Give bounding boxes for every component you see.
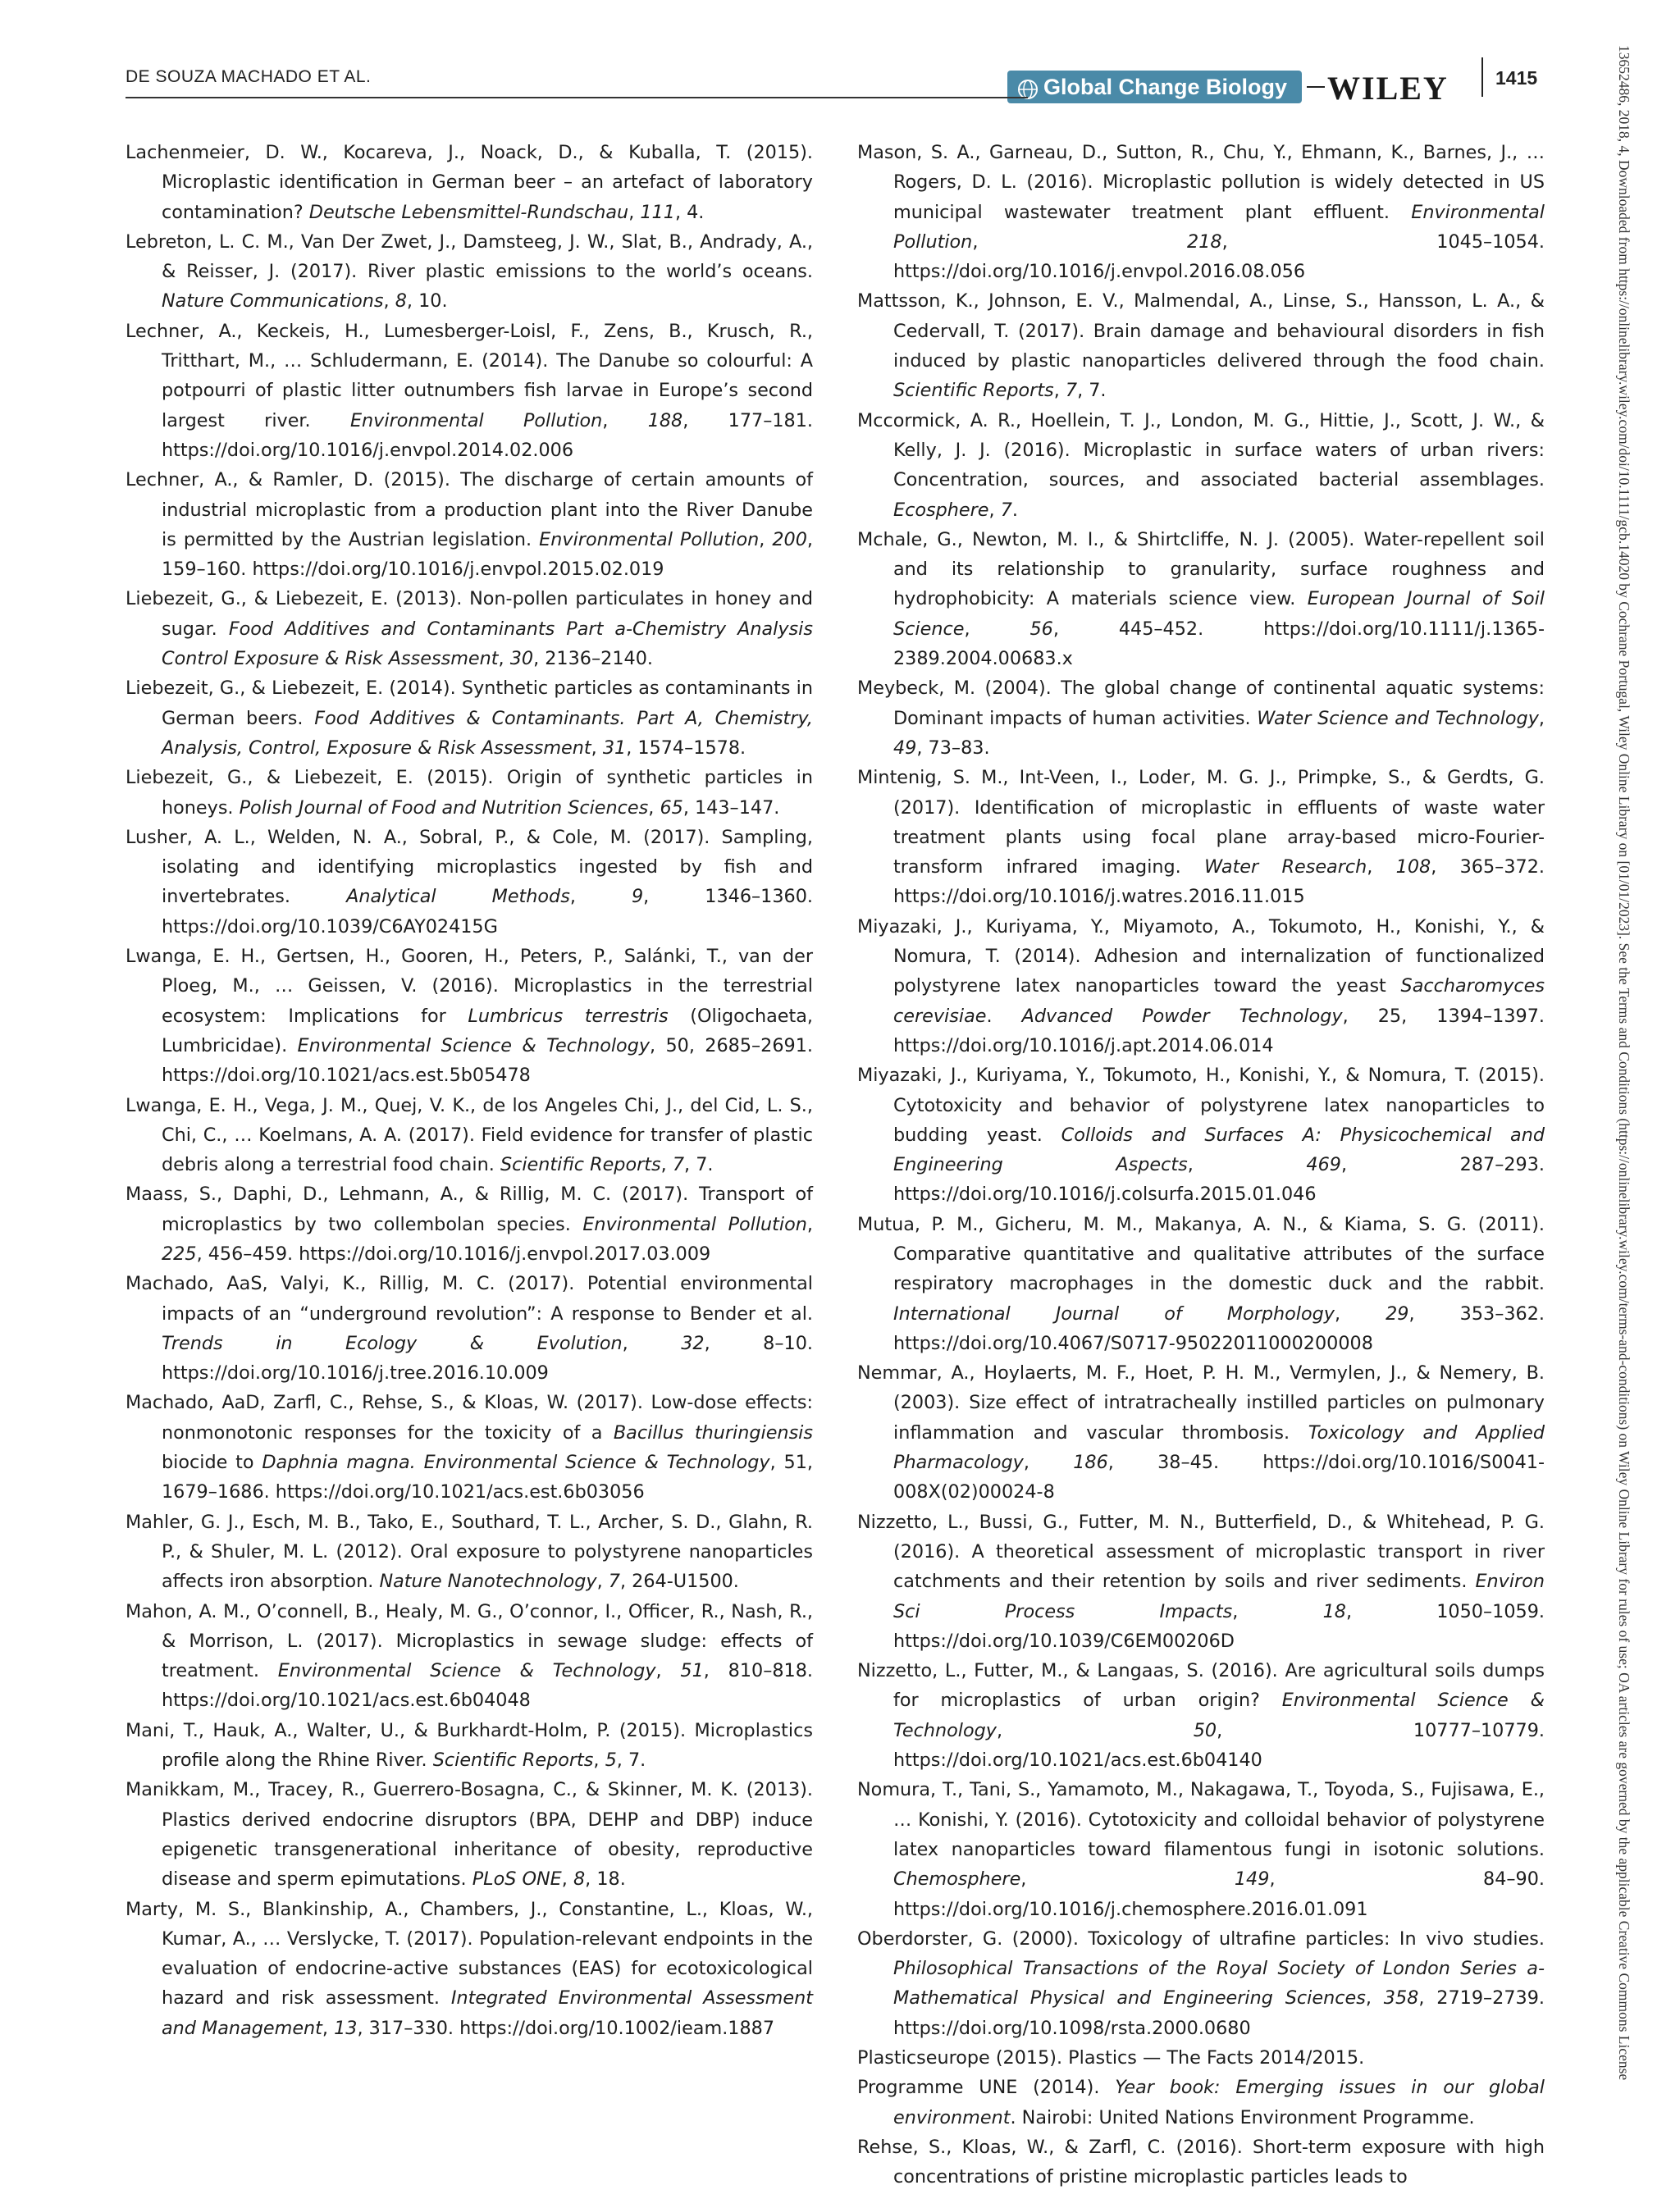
- reference-volume: 149: [1234, 1868, 1270, 1891]
- reference-entry: [126, 823, 813, 942]
- page-header: [126, 57, 1553, 110]
- reference-pre: Miyazaki, J., Kuriyama, Y., Tokumoto, H., Konishi, Y., & Nomura, T. (2015). Cytotoxicity and behavior of polystyrene latex nanoparticles to budding yeast.: [857, 1065, 1545, 1146]
- reference-volume: 469: [1306, 1154, 1341, 1176]
- reference-mid: .: [986, 1005, 1022, 1027]
- reference-post: , 50, 2685–2691. https://doi.org/10.1021/acs.est.5b05478: [162, 1034, 814, 1087]
- journal-name: Global Change Biology: [1043, 75, 1288, 99]
- header-divider: [1481, 57, 1483, 97]
- reference-pre: Manikkam, M., Tracey, R., Guerrero-Bosagna, C., & Skinner, M. K. (2013). Plastics derived endocrine disruptors (BPA, DEHP and DBP) induce epigenetic transgenerational inheritance of obesity, reproductive disease and sperm epimutations.: [126, 1779, 813, 1891]
- reference-volume: 50: [1193, 1719, 1217, 1741]
- reference-pre: Marty, M. S., Blankinship, A., Chambers, J., Constantine, L., Kloas, W., Kumar, A., … Verslycke, T. (2017). Population-relevant endpoints in the evaluation of endocrine-active substances (EAS) for ecotoxicological hazard and risk assessment.: [126, 1898, 813, 2010]
- reference-volume: 31: [602, 737, 627, 759]
- reference-pre: Lechner, A., Keckeis, H., Lumesberger-Loisl, F., Zens, B., Krusch, R., Tritthart, M., … Schludermann, E. (2014). The Danube so colourful: A potpourri of plastic litter outnumbers fish larvae in Europe’s second largest river.: [126, 320, 813, 431]
- reference-post: , 365–372. https://doi.org/10.1016/j.watres.2016.11.015: [893, 856, 1545, 908]
- reference-post: , 10.: [406, 290, 448, 312]
- reference-volume: 51: [680, 1660, 704, 1682]
- reference-entry: [126, 1179, 813, 1269]
- reference-pre: Nomura, T., Tani, S., Yamamoto, M., Nakagawa, T., Toyoda, S., Fujisawa, E., … Konishi, Y. (2016). Cytotoxicity and colloidal behavior of polystyrene latex nanoparticles toward filamentous fungi in isotonic solutions.: [857, 1779, 1545, 1860]
- reference-pre: Lwanga, E. H., Vega, J. M., Quej, V. K., de los Angeles Chi, J., del Cid, L. S., Chi, C., … Koelmans, A. A. (2017). Field evidence for transfer of plastic debris along a terrestrial food chain.: [126, 1094, 813, 1176]
- reference-pre: Meybeck, M. (2004). The global change of continental aquatic systems: Dominant impacts of human activities.: [857, 677, 1545, 729]
- reference-mid: ,: [1367, 856, 1396, 878]
- reference-entry: [857, 1656, 1545, 1775]
- reference-entry: [857, 525, 1545, 673]
- reference-mid: (Oligochaeta, Lumbricidae).: [162, 1005, 814, 1056]
- reference-post: , 143–147.: [682, 796, 780, 819]
- reference-volume: 358: [1383, 1987, 1419, 2010]
- reference-post: , 1346–1360. https://doi.org/10.1039/C6AY02415G: [162, 886, 814, 937]
- reference-entry: [126, 1775, 813, 1894]
- reference-journal: Environmental Science & Technology: [277, 1660, 656, 1682]
- reference-mid: ,: [596, 1571, 609, 1593]
- reference-entry: [857, 406, 1545, 525]
- reference-entry: [126, 1388, 813, 1507]
- reference-volume: 49: [893, 737, 917, 759]
- running-head: DE SOUZA MACHADO ET AL.: [126, 67, 372, 86]
- reference-post: , 8–10. https://doi.org/10.1016/j.tree.2016.10.009: [162, 1332, 813, 1385]
- reference-mid: ,: [591, 737, 603, 759]
- reference-pre: Lebreton, L. C. M., Van Der Zwet, J., Damsteeg, J. W., Slat, B., Andrady, A., & Reisser, J. (2017). River plastic emissions to the world’s oceans.: [126, 230, 813, 283]
- reference-volume: 56: [1029, 618, 1053, 640]
- reference-pre: Mintenig, S. M., Int-Veen, I., Loder, M. G. J., Primpke, S., & Gerdts, G. (2017). Identification of microplastic in effluents of waste water treatment plants using focal plane array-based micro-Fourier-transform infrared imaging.: [857, 767, 1545, 878]
- reference-journal: International Journal of Morphology: [893, 1302, 1335, 1325]
- reference-entry: [857, 1358, 1545, 1507]
- reference-entry: [126, 1597, 813, 1716]
- reference-post: , 2719–2739. https://doi.org/10.1098/rsta.2000.0680: [893, 1987, 1545, 2039]
- reference-mid: ,: [322, 2017, 335, 2039]
- reference-pre: Liebezeit, G., & Liebezeit, E. (2015). Origin of synthetic particles in honeys.: [126, 767, 813, 819]
- reference-post: .: [1011, 499, 1018, 521]
- reference-journal: Food Additives & Contaminants. Part A, Chemistry, Analysis, Control, Exposure & Risk Assessment: [162, 707, 813, 759]
- reference-post: , 1574–1578.: [626, 737, 746, 759]
- reference-post: , 1050–1059. https://doi.org/10.1039/C6EM00206D: [893, 1600, 1545, 1652]
- reference-volume: 7: [1065, 380, 1078, 402]
- reference-entry: [126, 1269, 813, 1388]
- reference-pre: Lwanga, E. H., Gertsen, H., Gooren, H., Peters, P., Salánki, T., van der Ploeg, M., … Geissen, V. (2016). Microplastics in the terrestrial ecosystem: Implications for: [126, 946, 813, 1027]
- reference-journal: Environmental Pollution: [893, 201, 1545, 253]
- reference-entry: [126, 465, 813, 584]
- reference-post: , 4.: [674, 201, 705, 223]
- reference-entry: [857, 1924, 1545, 2043]
- download-side-note: 13652486, 2018, 4, Downloaded from https://onlinelibrary.wiley.com/doi/10.1111/gcb.14020 by Cochrane Portugal, Wiley Online Library on [01/01/2023]. See the Terms and Conditions (https://onlinelibrary.wiley.com/terms-and-conditions) on Wiley Online Library for rules of use; OA articles are governed by the applicable Creative Commons License: [1616, 45, 1632, 2081]
- reference-journal: Scientific Reports: [432, 1750, 594, 1772]
- reference-mid: . Nairobi: United Nations Environment Programme.: [1010, 2106, 1475, 2128]
- reference-mid: ,: [759, 528, 773, 550]
- reference-volume: 186: [1073, 1452, 1108, 1474]
- reference-journal: Philosophical Transactions of the Royal Society of London Series a-Mathematical Physical and Engineering Sciences: [893, 1958, 1545, 2010]
- reference-journal: Food Additives and Contaminants Part a-Chemistry Analysis Control Exposure & Risk Assessment: [162, 618, 813, 670]
- reference-volume: Advanced Powder Technology: [1021, 1005, 1343, 1027]
- reference-pre: Programme UNE (2014).: [857, 2077, 1116, 2099]
- reference-pre: Liebezeit, G., & Liebezeit, E. (2013). Non-pollen particulates in honey and sugar.: [126, 588, 813, 640]
- journal-badge[interactable]: [1007, 71, 1302, 103]
- reference-post: , 810–818. https://doi.org/10.1021/acs.est.6b04048: [162, 1660, 814, 1712]
- reference-journal: Polish Journal of Food and Nutrition Sciences: [239, 796, 649, 819]
- reference-entry: [126, 673, 813, 763]
- reference-volume: 7: [608, 1571, 620, 1593]
- reference-volume: Daphnia magna. Environmental Science & Technology: [262, 1452, 770, 1474]
- reference-volume: 65: [660, 796, 683, 819]
- reference-journal: Water Science and Technology: [1257, 707, 1539, 729]
- reference-volume: 9: [631, 886, 644, 908]
- reference-mid: ,: [602, 409, 648, 431]
- reference-entry: [126, 763, 813, 823]
- reference-post: , 7.: [1077, 380, 1107, 402]
- reference-mid: ,: [1538, 707, 1545, 729]
- reference-post: , 177–181. https://doi.org/10.1016/j.envpol.2014.02.006: [162, 409, 813, 461]
- page-number: 1415: [1495, 67, 1538, 89]
- reference-pre: Rehse, S., Kloas, W., & Zarfl, C. (2016). Short-term exposure with high concentrations of pristine microplastic particles leads to: [857, 2136, 1545, 2188]
- reference-journal: Chemosphere: [893, 1868, 1021, 1891]
- reference-mid: ,: [1232, 1600, 1323, 1622]
- reference-post: , 1045–1054. https://doi.org/10.1016/j.envpol.2016.08.056: [893, 230, 1545, 283]
- reference-entry: [126, 942, 813, 1090]
- reference-pre: Maass, S., Daphi, D., Lehmann, A., & Rillig, M. C. (2017). Transport of microplastics by two collembolan species.: [126, 1184, 813, 1235]
- reference-entry: [857, 1508, 1545, 1656]
- reference-post: , 25, 1394–1397. https://doi.org/10.1016/j.apt.2014.06.014: [893, 1005, 1545, 1056]
- reference-volume: 111: [640, 201, 675, 223]
- reference-entry: [857, 286, 1545, 405]
- reference-entry: [126, 1508, 813, 1597]
- reference-entry: [126, 1895, 813, 2043]
- reference-mid: ,: [988, 499, 1001, 521]
- reference-mid: ,: [648, 796, 660, 819]
- reference-journal: Colloids and Surfaces A: Physicochemical and Engineering Aspects: [893, 1124, 1545, 1176]
- reference-pre: Lachenmeier, D. W., Kocareva, J., Noack, D., & Kuballa, T. (2015). Microplastic identification in German beer – an artefact of laboratory contamination?: [126, 142, 813, 223]
- references-left-column: [126, 138, 813, 2043]
- reference-mid: ,: [972, 230, 1188, 253]
- reference-journal: Analytical Methods: [346, 886, 570, 908]
- reference-post: , 445–452. https://doi.org/10.1111/j.1365-2389.2004.00683.x: [893, 618, 1545, 670]
- reference-volume: 225: [162, 1243, 197, 1265]
- reference-post: , 353–362. https://doi.org/10.4067/S0717-95022011000200008: [893, 1302, 1545, 1354]
- reference-mid: ,: [1020, 1868, 1235, 1891]
- reference-journal: Environmental Pollution: [582, 1213, 807, 1235]
- reference-pre: Mahon, A. M., O’connell, B., Healy, M. G., O’connor, I., Officer, R., Nash, R., & Morrison, L. (2017). Microplastics in sewage sludge: effects of treatment.: [126, 1600, 813, 1682]
- reference-volume: 218: [1187, 230, 1222, 253]
- reference-journal: Scientific Reports: [500, 1154, 661, 1176]
- reference-pre: Mani, T., Hauk, A., Walter, U., & Burkhardt-Holm, P. (2015). Microplastics profile along the Rhine River.: [126, 1719, 813, 1772]
- reference-pre: Nizzetto, L., Bussi, G., Futter, M. N., Butterfield, D., & Whitehead, P. G. (2016). A theoretical assessment of microplastic transport in river catchments and their retention by soils and river sediments.: [857, 1511, 1545, 1593]
- reference-pre: Mchale, G., Newton, M. I., & Shirtcliffe, N. J. (2005). Water-repellent soil and its relationship to granularity, surface roughness and hydrophobicity: A materials science view.: [857, 528, 1545, 610]
- reference-journal: Bacillus thuringiensis: [613, 1421, 813, 1444]
- header-dash: [1307, 86, 1325, 88]
- reference-mid: ,: [593, 1750, 605, 1772]
- reference-entry: [857, 138, 1545, 286]
- reference-entry: [126, 138, 813, 227]
- reference-volume: 108: [1395, 856, 1431, 878]
- reference-journal: Scientific Reports: [893, 380, 1054, 402]
- reference-mid: ,: [806, 1213, 813, 1235]
- reference-entry: [857, 1061, 1545, 1209]
- reference-journal: Saccharomyces cerevisiae: [893, 975, 1545, 1027]
- reference-mid: ,: [660, 1154, 673, 1176]
- reference-journal: Nature Nanotechnology: [379, 1571, 597, 1593]
- reference-entry: [126, 1091, 813, 1180]
- reference-entry: [126, 1716, 813, 1776]
- reference-mid: ,: [1053, 380, 1066, 402]
- reference-entry: [857, 763, 1545, 911]
- reference-post: , 38–45. https://doi.org/10.1016/S0041-008X(02)00024-8: [893, 1452, 1545, 1503]
- reference-pre: Nizzetto, L., Futter, M., & Langaas, S. (2016). Are agricultural soils dumps for microplastics of urban origin?: [857, 1660, 1545, 1712]
- reference-pre: Lechner, A., & Ramler, D. (2015). The discharge of certain amounts of industrial microplastic from a production plant into the River Danube is permitted by the Austrian legislation.: [126, 469, 813, 550]
- reference-volume: 7: [672, 1154, 685, 1176]
- reference-mid: ,: [498, 648, 510, 670]
- reference-mid: ,: [383, 290, 395, 312]
- reference-post: , 264-U1500.: [619, 1571, 739, 1593]
- reference-post: , 159–160. https://doi.org/10.1016/j.envpol.2015.02.019: [162, 528, 813, 581]
- reference-journal: Ecosphere: [893, 499, 989, 521]
- reference-post: , 84–90. https://doi.org/10.1016/j.chemosphere.2016.01.091: [893, 1868, 1545, 1920]
- reference-journal: European Journal of Soil Science: [893, 588, 1545, 640]
- reference-entry: [857, 2133, 1545, 2192]
- reference-pre: Mattsson, K., Johnson, E. V., Malmendal, A., Linse, S., Hansson, L. A., & Cedervall, T. (2017). Brain damage and behavioural disorders in fish induced by plastic nanoparticles delivered through the food chain.: [857, 290, 1545, 372]
- reference-mid: ,: [996, 1719, 1194, 1741]
- reference-volume: 8: [573, 1868, 586, 1891]
- reference-pre: Miyazaki, J., Kuriyama, Y., Miyamoto, A., Tokumoto, H., Konishi, Y., & Nomura, T. (2014). Adhesion and internalization of functionalized polystyrene latex nanoparticles toward the yeast: [857, 915, 1545, 997]
- reference-post: , 7.: [684, 1154, 714, 1176]
- reference-volume: 7: [1000, 499, 1012, 521]
- reference-volume: 32: [681, 1332, 705, 1354]
- reference-volume: 13: [334, 2017, 358, 2039]
- reference-journal: PLoS ONE: [472, 1868, 562, 1891]
- reference-post: , 317–330. https://doi.org/10.1002/ieam.1887: [357, 2017, 775, 2039]
- reference-volume: Environmental Science & Technology: [297, 1034, 651, 1056]
- reference-pre: Mutua, P. M., Gicheru, M. M., Makanya, A. N., & Kiama, S. G. (2011). Comparative quantitative and qualitative attributes of the surface respiratory macrophages in the domestic duck and the rabbit.: [857, 1213, 1545, 1295]
- reference-journal: Environ Sci Process Impacts: [893, 1571, 1545, 1622]
- reference-journal: Environmental Pollution: [349, 409, 603, 431]
- reference-pre: Machado, AaD, Zarfl, C., Rehse, S., & Kloas, W. (2017). Low-dose effects: nonmonotonic responses for the toxicity of a: [126, 1392, 813, 1444]
- header-rule: [126, 97, 1028, 98]
- reference-pre: Mahler, G. J., Esch, M. B., Tako, E., Southard, T. L., Archer, S. D., Glahn, R. P., & Shuler, M. L. (2012). Oral exposure to polystyrene nanoparticles affects iron absorption.: [126, 1511, 813, 1593]
- reference-journal: Trends in Ecology & Evolution: [162, 1332, 623, 1354]
- reference-volume: 200: [772, 528, 807, 550]
- reference-mid: ,: [964, 618, 1030, 640]
- reference-journal: Deutsche Lebensmittel-Rundschau: [308, 201, 629, 223]
- reference-post: , 73–83.: [916, 737, 990, 759]
- reference-entry: [126, 584, 813, 673]
- reference-journal: Environmental Science & Technology: [893, 1690, 1545, 1741]
- globe-icon: [1017, 76, 1039, 98]
- reference-post: , 2136–2140.: [533, 648, 653, 670]
- reference-journal: Toxicology and Applied Pharmacology: [893, 1421, 1545, 1474]
- publisher-logo[interactable]: WILEY: [1327, 70, 1449, 107]
- reference-mid: ,: [1023, 1452, 1074, 1474]
- reference-pre: Nemmar, A., Hoylaerts, M. F., Hoet, P. H. M., Vermylen, J., & Nemery, B. (2003). Size effect of intratracheally instilled particles on pulmonary inflammation and vascular thrombosis.: [857, 1362, 1545, 1444]
- reference-mid: ,: [1187, 1154, 1307, 1176]
- reference-entry: [857, 1775, 1545, 1923]
- reference-post: , 456–459. https://doi.org/10.1016/j.envpol.2017.03.009: [196, 1243, 711, 1265]
- reference-mid: ,: [622, 1332, 682, 1354]
- reference-post: , 7.: [616, 1750, 646, 1772]
- reference-mid: ,: [1365, 1987, 1384, 2010]
- reference-entry: [126, 227, 813, 317]
- reference-journal: Year book: Emerging issues in our global environment: [893, 2077, 1545, 2128]
- reference-entry: [857, 1210, 1545, 1358]
- reference-entry: [857, 2073, 1545, 2133]
- reference-volume: 188: [647, 409, 683, 431]
- reference-volume: 8: [395, 290, 407, 312]
- reference-mid: ,: [655, 1660, 681, 1682]
- reference-journal: Environmental Pollution: [539, 528, 760, 550]
- reference-pre: Liebezeit, G., & Liebezeit, E. (2014). Synthetic particles as contaminants in German beers.: [126, 677, 813, 729]
- reference-journal: Lumbricus terrestris: [468, 1005, 669, 1027]
- reference-mid: ,: [1334, 1302, 1386, 1325]
- reference-pre: Plasticseurope (2015). Plastics — The Facts 2014/2015.: [857, 2047, 1365, 2069]
- reference-mid: ,: [628, 201, 641, 223]
- reference-volume: 29: [1386, 1302, 1409, 1325]
- reference-mid: ,: [561, 1868, 573, 1891]
- reference-pre: Oberdorster, G. (2000). Toxicology of ultrafine particles: In vivo studies.: [857, 1927, 1545, 1950]
- reference-post: , 18.: [585, 1868, 626, 1891]
- reference-journal: Nature Communications: [162, 290, 384, 312]
- reference-post: , 51, 1679–1686. https://doi.org/10.1021/acs.est.6b03056: [162, 1452, 813, 1503]
- reference-post: , 287–293. https://doi.org/10.1016/j.colsurfa.2015.01.046: [893, 1154, 1545, 1206]
- reference-mid: biocide to: [162, 1452, 262, 1474]
- reference-pre: Mason, S. A., Garneau, D., Sutton, R., Chu, Y., Ehmann, K., Barnes, J., … Rogers, D. L. (2016). Microplastic pollution is widely detected in US municipal wastewater treatment plant effluent.: [857, 142, 1545, 223]
- reference-volume: 5: [605, 1750, 617, 1772]
- reference-pre: Lusher, A. L., Welden, N. A., Sobral, P., & Cole, M. (2017). Sampling, isolating and identifying microplastics ingested by fish and invertebrates.: [126, 826, 813, 908]
- reference-post: , 10777–10779. https://doi.org/10.1021/acs.est.6b04140: [893, 1719, 1545, 1772]
- reference-mid: ,: [569, 886, 632, 908]
- reference-journal: Integrated Environmental Assessment and Management: [162, 1987, 813, 2039]
- reference-pre: Mccormick, A. R., Hoellein, T. J., London, M. G., Hittie, J., Scott, J. W., & Kelly, J. J. (2016). Microplastic in surface waters of urban rivers: Concentration, sources, and associated bacterial assemblages.: [857, 409, 1545, 491]
- reference-journal: Water Research: [1204, 856, 1367, 878]
- reference-entry: [126, 317, 813, 465]
- references-right-column: [857, 138, 1545, 2192]
- reference-pre: Machado, AaS, Valyi, K., Rillig, M. C. (2017). Potential environmental impacts of an “underground revolution”: A response to Bender et al.: [126, 1273, 813, 1325]
- reference-entry: [857, 912, 1545, 1061]
- reference-volume: 18: [1322, 1600, 1346, 1622]
- reference-entry: [857, 673, 1545, 763]
- reference-volume: 30: [509, 648, 534, 670]
- reference-entry: [857, 2043, 1545, 2073]
